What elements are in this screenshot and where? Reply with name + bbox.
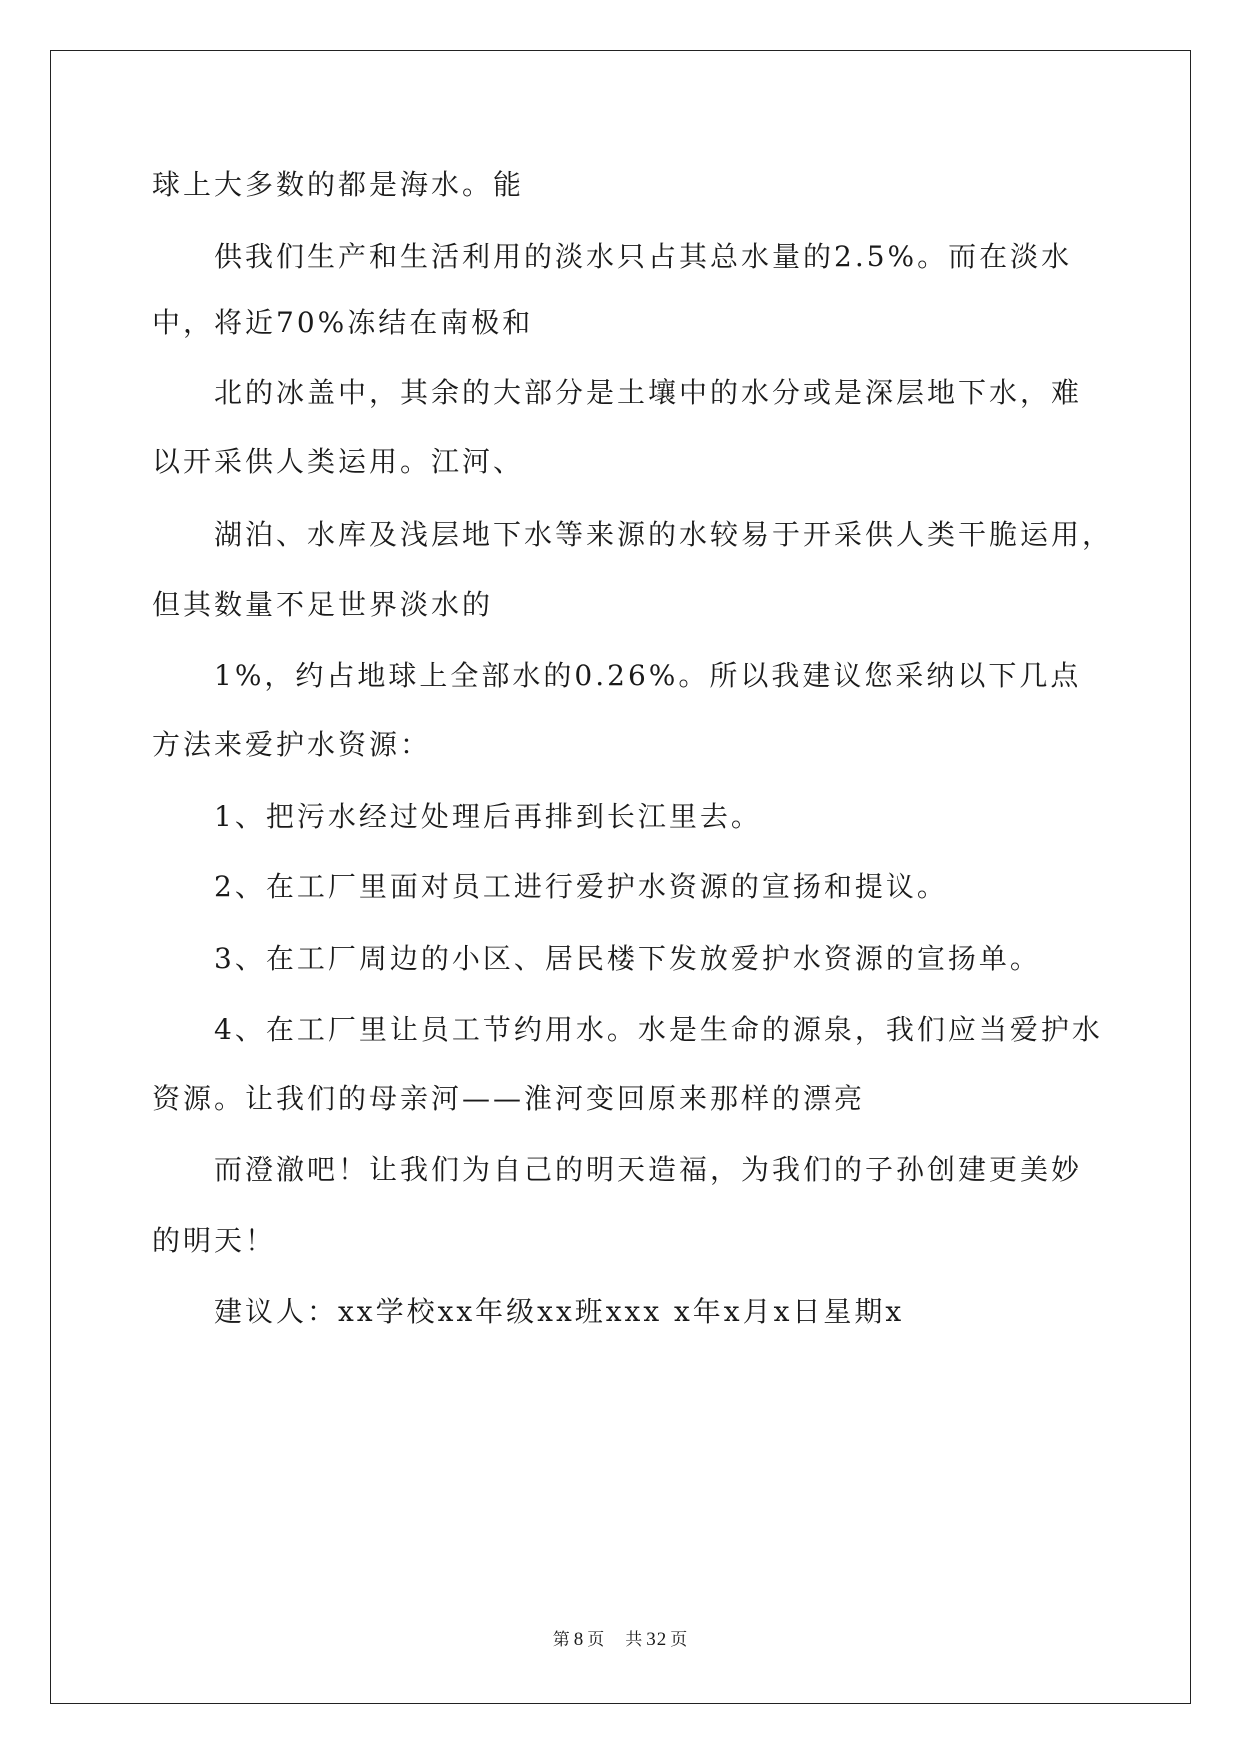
- list-item: 4、在工厂里让员工节约用水。水是生命的源泉，我们应当爱护水: [214, 1013, 1103, 1046]
- signature-line: 建议人：xx学校xx年级xx班xxx x年x月x日星期x: [214, 1295, 905, 1328]
- page-prefix: 第: [552, 1630, 571, 1650]
- text-line: 1%，约占地球上全部水的0.26%。所以我建议您采纳以下几点: [214, 659, 1082, 692]
- text-line: 以开采供人类运用。江河、: [152, 445, 525, 478]
- page-suffix: 页: [587, 1630, 606, 1650]
- total-prefix: 共: [625, 1630, 644, 1650]
- list-item: 2、在工厂里面对员工进行爱护水资源的宣扬和提议。: [214, 870, 948, 903]
- text-line: 北的冰盖中，其余的大部分是土壤中的水分或是深层地下水，难: [214, 376, 1083, 409]
- text-line: 球上大多数的都是海水。能: [152, 168, 525, 201]
- list-item: 3、在工厂周边的小区、居民楼下发放爱护水资源的宣扬单。: [214, 942, 1041, 975]
- text-line: 湖泊、水库及浅层地下水等来源的水较易于开采供人类干脆运用，: [214, 518, 1114, 551]
- total-suffix: 页: [670, 1630, 689, 1650]
- text-line: 而澄澈吧！让我们为自己的明天造福，为我们的子孙创建更美妙: [214, 1153, 1083, 1186]
- page-footer: [0, 1628, 1241, 1652]
- text-line: 中，将近70%冻结在南极和: [152, 306, 534, 339]
- text-line: 但其数量不足世界淡水的: [152, 588, 494, 621]
- text-line: 供我们生产和生活利用的淡水只占其总水量的2.5%。而在淡水: [214, 240, 1073, 273]
- page-current: 8: [573, 1629, 585, 1650]
- page-total: 32: [646, 1629, 668, 1650]
- list-item: 1、把污水经过处理后再排到长江里去。: [214, 800, 762, 833]
- text-line: 的明天！: [152, 1224, 277, 1257]
- text-line: 资源。让我们的母亲河——淮河变回原来那样的漂亮: [152, 1082, 866, 1115]
- text-line: 方法来爱护水资源：: [152, 728, 432, 761]
